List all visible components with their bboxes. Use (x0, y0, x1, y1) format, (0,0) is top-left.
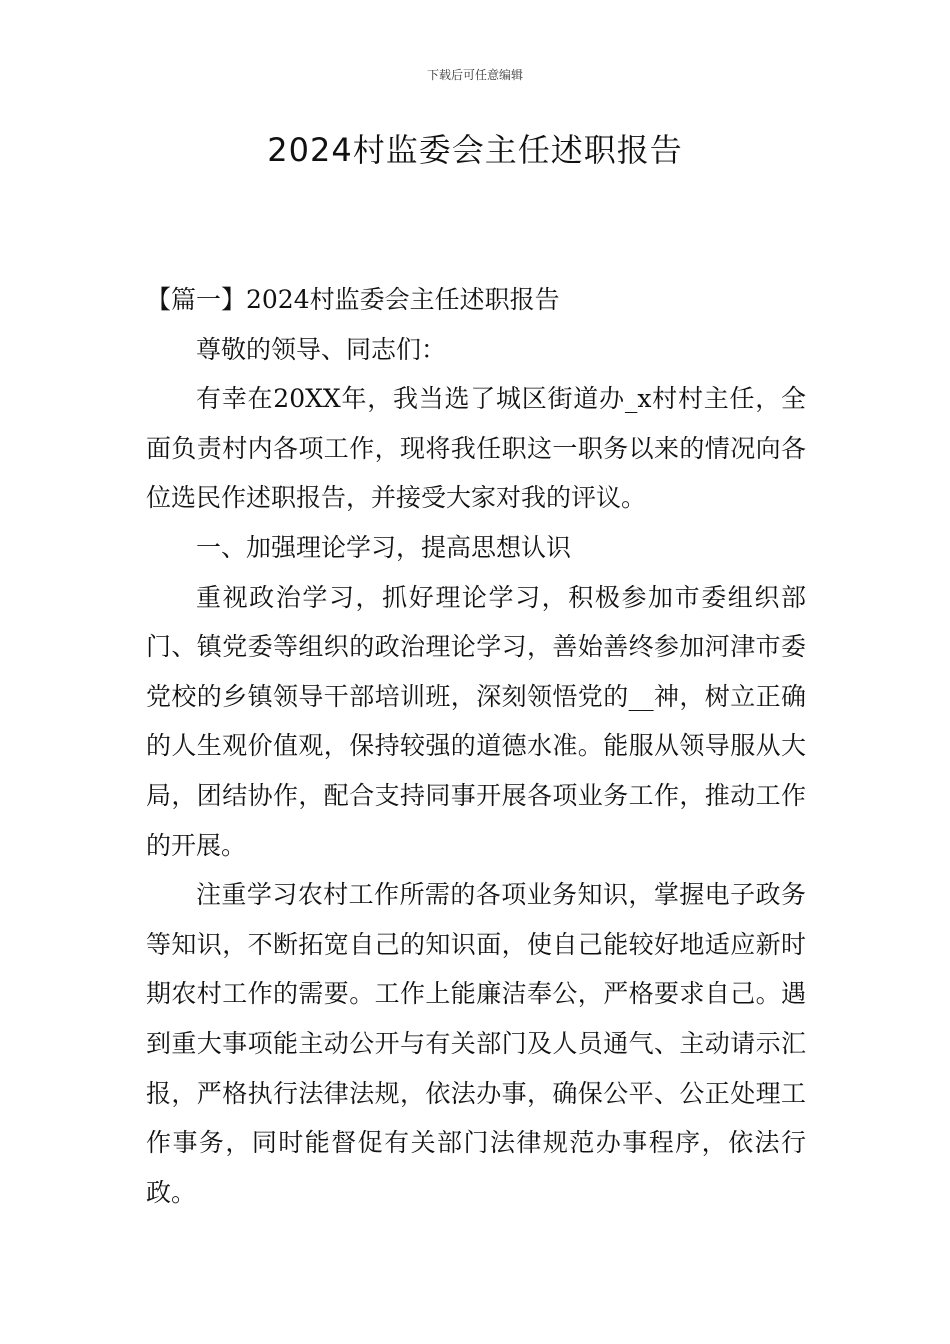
document-title: 2024村监委会主任述职报告 (267, 131, 683, 169)
document-body (146, 275, 806, 1217)
header-note: 下载后可任意编辑 (426, 68, 523, 82)
body-paragraph: 重视政治学习，抓好理论学习，积极参加市委组织部门、镇党委等组织的政治理论学习，善始善终参加河津市委党校的乡镇领导干部培训班，深刻领悟党的__神，树立正确的人生观价值观，保持较强的道德水准。能服从领导服从大局，团结协作，配合支持同事开展各项业务工作，推动工作的开展。 (146, 582, 806, 860)
salutation: 尊敬的领导、同志们： (196, 334, 447, 364)
body-paragraph: 有幸在20XX年，我当选了城区街道办_x村村主任，全面负责村内各项工作，现将我任职这一职务以来的情况向各位选民作述职报告，并接受大家对我的评议。 (146, 384, 806, 513)
section-heading: 【篇一】2024村监委会主任述职报告 (146, 285, 560, 314)
body-paragraph: 注重学习农村工作所需的各项业务知识，掌握电子政务等知识，不断拓宽自己的知识面，使自己能较好地适应新时期农村工作的需要。工作上能廉洁奉公，严格要求自己。遇到重大事项能主动公开与有关部门及人员通气、主动请示汇报，严格执行法律法规，依法办事，确保公平、公正处理工作事务，同时能督促有关部门法律规范办事程序，依法行政。 (146, 880, 806, 1207)
subheading: 一、加强理论学习，提高思想认识 (196, 532, 572, 562)
